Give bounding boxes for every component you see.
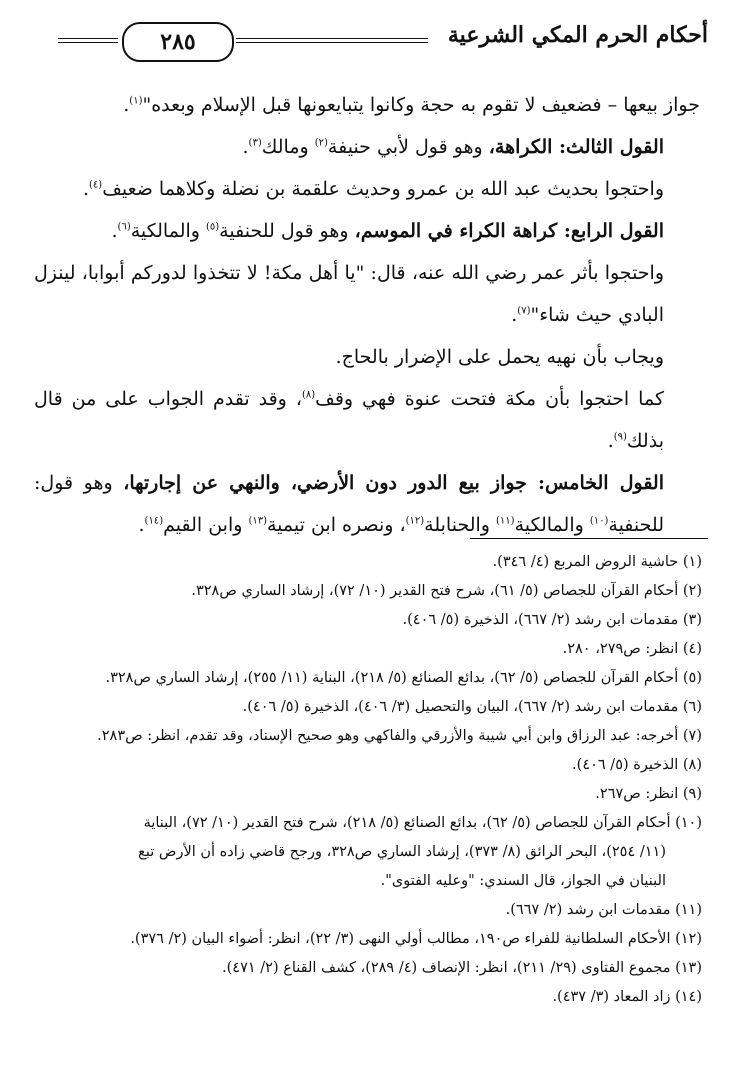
header-rule: [236, 38, 428, 43]
footnote-ref: (٥): [205, 221, 220, 233]
footnote-ref: (٢): [314, 137, 328, 149]
paragraph-fourth-opinion: القول الرابع: كراهة الكراء في الموسم، وهو قول للحنفية$^{(٥)}$ والمالكية$^{(٦)}$.: [111, 220, 664, 242]
footnote-divider: [470, 538, 708, 539]
paragraph-6: ويجاب بأن نهيه يحمل على الإضرار بالحاج.: [335, 346, 664, 368]
footnote: (٧) أخرجه: عبد الرزاق وابن أبي شيبة والأزرقي والفاكهي وهو صحيح الإسناد، وقد تقدم، انظر: ص٢٨٣.: [97, 728, 702, 744]
page-number: ٢٨٥: [122, 22, 234, 62]
footnote: (١٣) مجموع الفتاوى (٢٩/ ٢١١)، انظر: الإنصاف (٤/ ٢٨٩)، كشف القناع (٢/ ٤٧١).: [222, 960, 702, 976]
paragraph-7: كما احتجوا بأن مكة فتحت عنوة فهي وقف$^{(٨)}$، وقد تقدم الجواب على من قال بذلك$^{(٩)}$.: [34, 388, 664, 452]
footnote: (٥) أحكام القرآن للجصاص (٥/ ٦٢)، بدائع الصنائع (٥/ ٢١٨)، البناية (١١/ ٢٥٥)، إرشاد الساري ص٣٢٨.: [105, 670, 702, 686]
paragraph-1: جواز بيعها – فضعيف لا تقوم به حجة وكانوا يتبايعونها قبل الإسلام وبعده"$^{(١)}$.: [123, 94, 700, 116]
footnote-ref: (٣): [248, 137, 262, 149]
footnote-ref: (٨): [301, 389, 316, 401]
footnote: (٩) انظر: ص٢٦٧.: [595, 786, 702, 802]
footnote-ref: (١): [129, 95, 143, 107]
footnote-ref: (٩): [613, 431, 627, 443]
main-text: [34, 84, 700, 546]
running-title: أحكام الحرم المكي الشرعية: [447, 22, 708, 48]
section-label: القول الثالث: الكراهة،: [488, 136, 664, 158]
section-label: القول الرابع: كراهة الكراء في الموسم،: [354, 220, 664, 242]
page-header: [58, 16, 708, 64]
footnote: (٤) انظر: ص٢٧٩، ٢٨٠.: [562, 641, 702, 657]
footnote: (١٤) زاد المعاد (٣/ ٤٣٧).: [552, 989, 702, 1005]
footnote: (١٢) الأحكام السلطانية للفراء ص١٩٠، مطالب أولي النهى (٣/ ٢٢)، انظر: أضواء البيان (٢/ ٣٧٦).: [130, 931, 702, 947]
footnote-continuation: البنيان في الجواز، قال السندي: "وعليه الفتوى".: [380, 873, 666, 889]
header-rule-left: [58, 38, 118, 43]
footnote-continuation: (١١/ ٢٥٤)، البحر الرائق (٨/ ٣٧٣)، إرشاد الساري ص٣٢٨، ورجح قاضي زاده أن الأرض تبع: [138, 844, 666, 860]
footnote: (١٠) أحكام القرآن للجصاص (٥/ ٦٢)، بدائع الصنائع (٥/ ٢١٨)، شرح فتح القدير (١٠/ ٧٢)، البناية: [143, 815, 702, 831]
footnote-ref: (١٠): [589, 515, 609, 527]
footnote-ref: (٦): [117, 221, 131, 233]
section-label: القول الخامس: جواز بيع الدور دون الأرضي، والنهي عن إجارتها،: [123, 472, 664, 494]
paragraph-fifth-opinion: القول الخامس: جواز بيع الدور دون الأرضي، والنهي عن إجارتها، وهو قول: للحنفية$^{(١٠)}$ والمالكية$^{(١١)}$ والحنابلة$^{(١٢)}$، ونصره ابن تيمية$^{(١٣)}$ وابن القيم$^{(١٤)}$.: [34, 472, 664, 536]
paragraph-third-opinion: القول الثالث: الكراهة، وهو قول لأبي حنيفة$^{(٢)}$ ومالك$^{(٣)}$.: [242, 136, 664, 158]
footnote: (٦) مقدمات ابن رشد (٢/ ٦٦٧)، البيان والتحصيل (٣/ ٤٠٦)، الذخيرة (٥/ ٤٠٦).: [242, 699, 702, 715]
footnote: (٢) أحكام القرآن للجصاص (٥/ ٦١)، شرح فتح القدير (١٠/ ٧٢)، إرشاد الساري ص٣٢٨.: [191, 583, 702, 599]
paragraph-5: واحتجوا بأثر عمر رضي الله عنه، قال: "يا أهل مكة! لا تتخذوا لدوركم أبوابا، لينزل البادي حيث شاء"$^{(٧)}$.: [34, 262, 664, 326]
footnote-ref: (١٣): [248, 515, 267, 527]
footnote: (٣) مقدمات ابن رشد (٢/ ٦٦٧)، الذخيرة (٥/ ٤٠٦).: [402, 612, 702, 628]
footnote-ref: (٤): [89, 179, 103, 191]
footnote: (١) حاشية الروض المربع (٤/ ٣٤٦).: [492, 554, 702, 570]
footnote-ref: (١١): [496, 515, 515, 527]
paragraph-3: واحتجوا بحديث عبد الله بن عمرو وحديث علقمة بن نضلة وكلاهما ضعيف$^{(٤)}$.: [82, 178, 664, 200]
footnote-ref: (٧): [517, 305, 531, 317]
footnotes: [30, 548, 702, 1012]
footnote-ref: (١٤): [144, 515, 164, 527]
footnote-ref: (١٢): [405, 515, 425, 527]
footnote: (١١) مقدمات ابن رشد (٢/ ٦٦٧).: [505, 902, 702, 918]
footnote: (٨) الذخيرة (٥/ ٤٠٦).: [572, 757, 702, 773]
